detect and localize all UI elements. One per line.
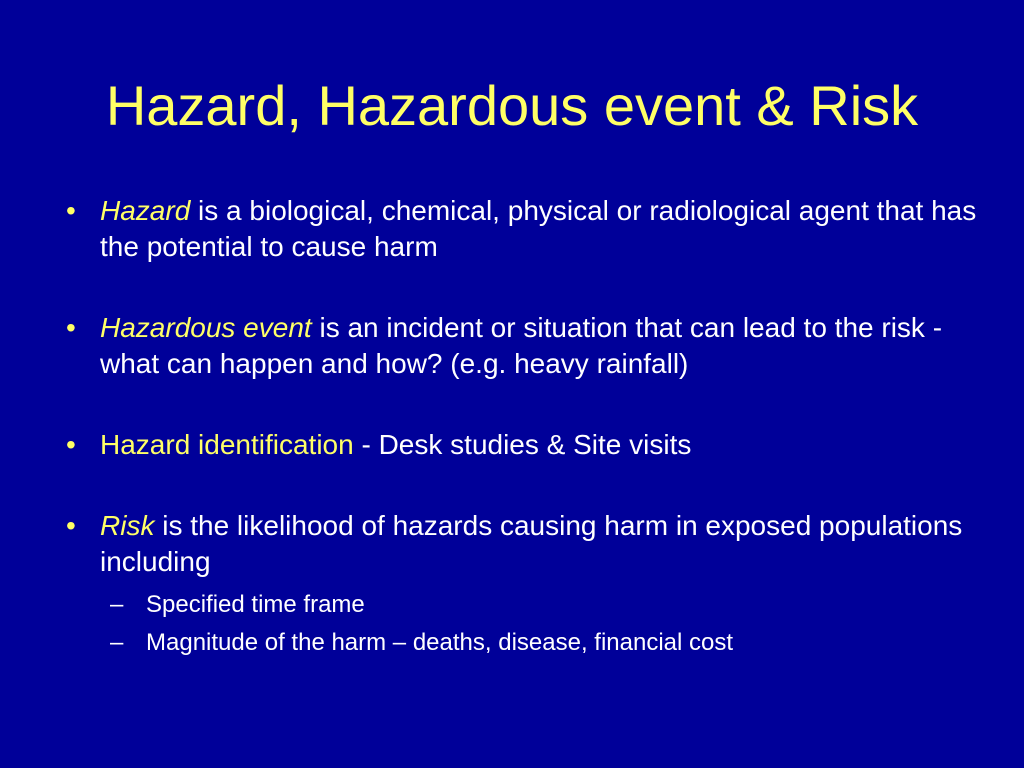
- bullet-marker: •: [66, 312, 76, 343]
- sub-bullet-dash: –: [110, 591, 124, 618]
- bullet-text: - Desk studies & Site visits: [353, 429, 692, 460]
- sub-bullet-text: Specified time frame: [146, 591, 365, 618]
- bullet-list: [60, 193, 1000, 707]
- sub-bullet-time-frame: [100, 586, 1000, 624]
- bullet-marker: •: [66, 510, 76, 541]
- bullet-term: Hazard: [100, 195, 191, 226]
- bullet-hazard-identification: [60, 427, 1000, 463]
- sub-bullet-dash: –: [110, 629, 124, 656]
- bullet-text: is a biological, chemical, physical or radiological agent that has the potential to cause harm: [100, 195, 977, 262]
- sub-bullet-text: Magnitude of the harm – deaths, disease, financial cost: [146, 629, 734, 656]
- bullet-text: is an incident or situation that can lead to the risk - what can happen and how? (e.g. heavy rainfall): [100, 312, 943, 379]
- bullet-text: is the likelihood of hazards causing harm in exposed populations including: [100, 510, 963, 577]
- sub-bullet-list: [100, 586, 1000, 662]
- bullet-marker: •: [66, 429, 76, 460]
- slide-title: Hazard, Hazardous event & Risk: [105, 74, 919, 137]
- sub-bullet-magnitude: [100, 624, 1000, 662]
- bullet-term: Risk: [100, 510, 155, 541]
- bullet-hazardous-event: [60, 310, 1000, 382]
- bullet-term: Hazard identification: [100, 429, 354, 460]
- bullet-hazard: [60, 193, 1000, 265]
- bullet-marker: •: [66, 195, 76, 226]
- bullet-risk: [60, 508, 1000, 662]
- bullet-term: Hazardous event: [100, 312, 312, 343]
